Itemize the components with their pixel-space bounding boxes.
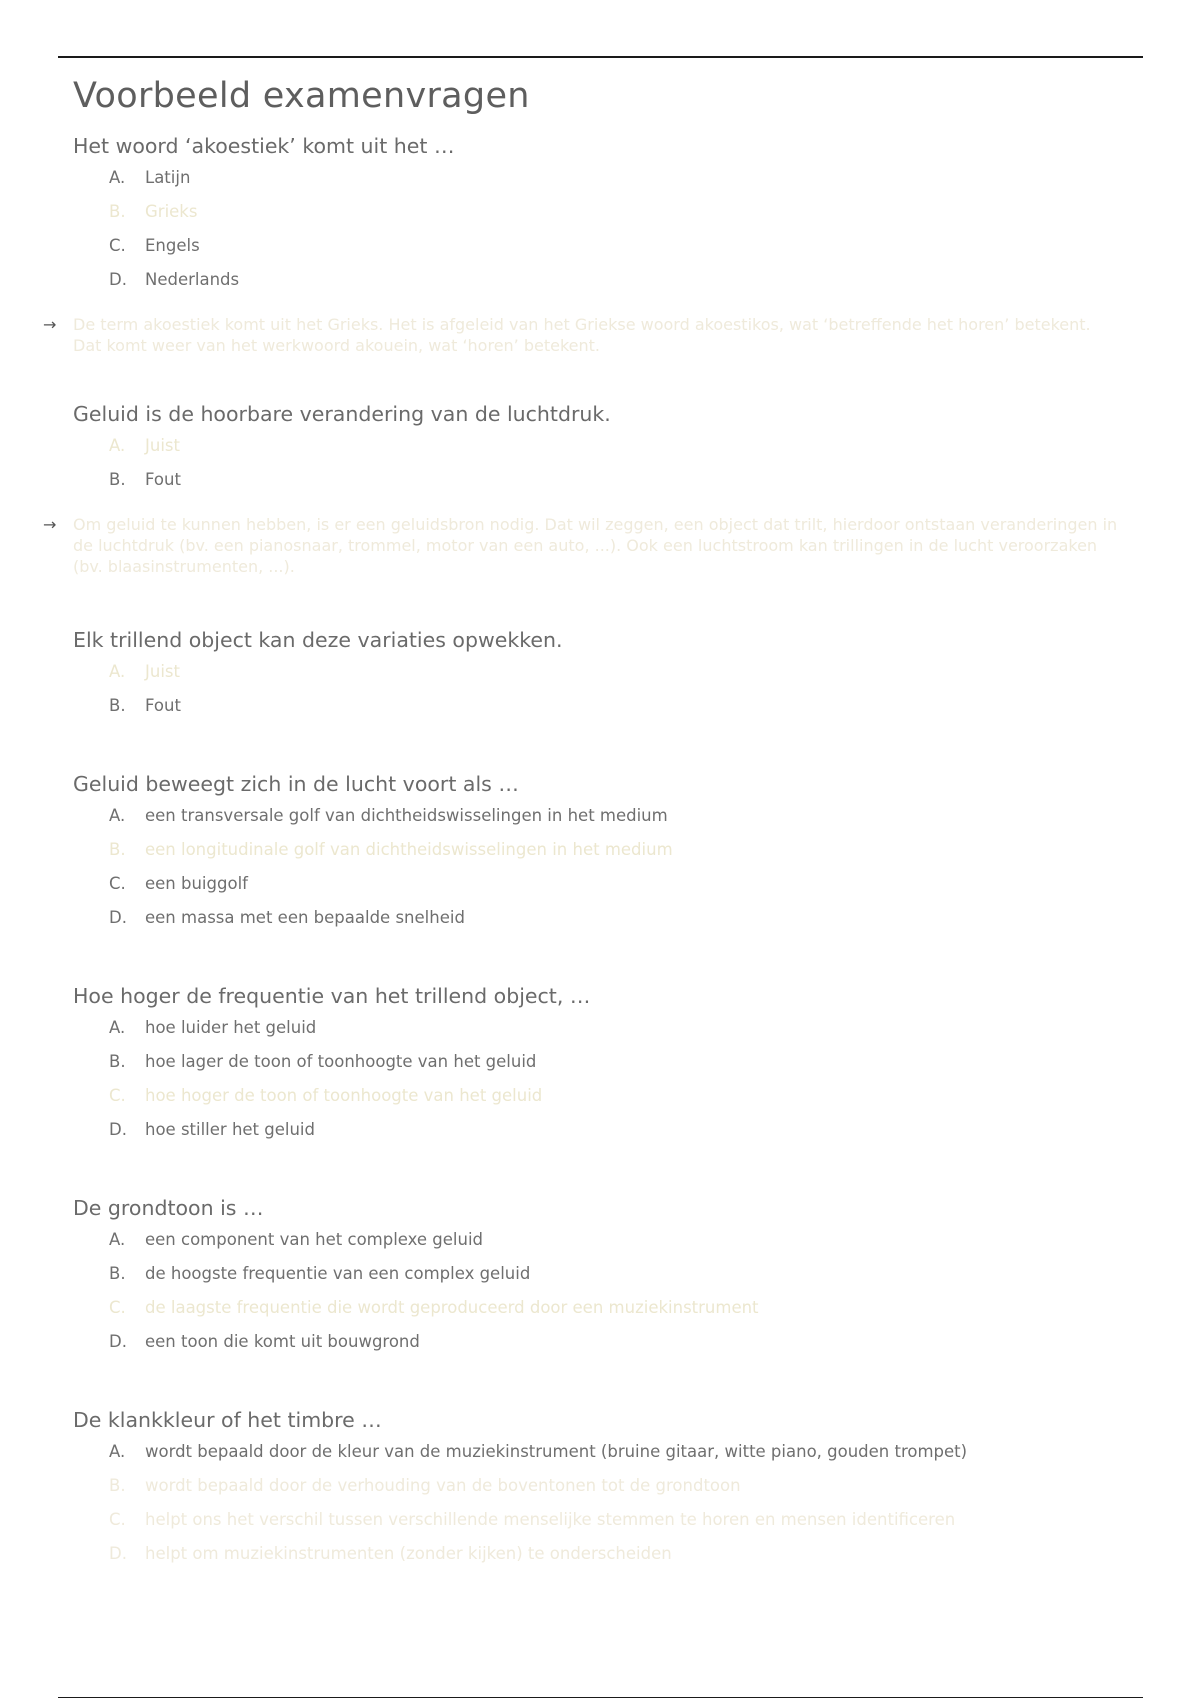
option-text: Grieks bbox=[145, 202, 198, 221]
question-3 bbox=[73, 626, 1133, 770]
options-list bbox=[109, 1018, 1133, 1154]
option-text: Fout bbox=[145, 470, 181, 489]
option-text: de hoogste frequentie van een complex geluid bbox=[145, 1264, 531, 1283]
option-b[interactable] bbox=[109, 1052, 1133, 1086]
question-text: De klankkleur of het timbre … bbox=[73, 1408, 382, 1432]
option-c[interactable] bbox=[109, 236, 1133, 270]
option-text: Juist bbox=[145, 436, 180, 455]
option-text: Latijn bbox=[145, 168, 191, 187]
option-d[interactable] bbox=[109, 908, 1133, 942]
question-text: De grondtoon is … bbox=[73, 1196, 264, 1220]
option-text: hoe stiller het geluid bbox=[145, 1120, 315, 1139]
option-text: hoe hoger de toon of toonhoogte van het geluid bbox=[145, 1086, 543, 1105]
option-text: wordt bepaald door de kleur van de muziekinstrument (bruine gitaar, witte piano, gouden trompet) bbox=[145, 1442, 968, 1461]
option-letter: B. bbox=[109, 470, 126, 489]
explanation-text: De term akoestiek komt uit het Grieks. Het is afgeleid van het Griekse woord akoestikos, wat ‘betreffende het horen’ betekent. Dat komt weer van het werkwoord akouein, wat ‘horen’ betekent. bbox=[73, 315, 1091, 355]
option-text: wordt bepaald door de verhouding van de boventonen tot de grondtoon bbox=[145, 1476, 741, 1495]
page-title: Voorbeeld examenvragen bbox=[73, 76, 530, 116]
option-letter: A. bbox=[109, 436, 126, 455]
options-list bbox=[109, 168, 1133, 304]
option-text: de laagste frequentie die wordt geproduceerd door een muziekinstrument bbox=[145, 1298, 759, 1317]
option-letter: A. bbox=[109, 1442, 126, 1461]
explanation-1 bbox=[43, 314, 1133, 400]
arrow-right-icon: → bbox=[43, 315, 57, 334]
option-d[interactable] bbox=[109, 1332, 1133, 1366]
option-d[interactable] bbox=[109, 1544, 1133, 1578]
option-b[interactable] bbox=[109, 1264, 1133, 1298]
option-letter: C. bbox=[109, 1298, 126, 1317]
option-text: Fout bbox=[145, 696, 181, 715]
option-letter: A. bbox=[109, 1230, 126, 1249]
option-letter: D. bbox=[109, 1544, 127, 1563]
option-text: helpt om muziekinstrumenten (zonder kijken) te onderscheiden bbox=[145, 1544, 672, 1563]
option-a[interactable] bbox=[109, 1442, 1133, 1476]
option-a[interactable] bbox=[109, 662, 1133, 696]
option-text: Juist bbox=[145, 662, 180, 681]
option-letter: A. bbox=[109, 1018, 126, 1037]
options-list bbox=[109, 1230, 1133, 1366]
explanation-text: Om geluid te kunnen hebben, is er een geluidsbron nodig. Dat wil zeggen, een object dat trilt, hierdoor ontstaan veranderingen in de luchtdruk (bv. een pianosnaar, trommel, motor van een auto, ...). Ook een luchtstroom kan trillingen in de lucht veroorzaken (bv. blaasinstrumenten, ...). bbox=[73, 515, 1118, 576]
option-d[interactable] bbox=[109, 270, 1133, 304]
option-c[interactable] bbox=[109, 1086, 1133, 1120]
option-a[interactable] bbox=[109, 806, 1133, 840]
option-d[interactable] bbox=[109, 1120, 1133, 1154]
option-letter: D. bbox=[109, 908, 127, 927]
option-letter: B. bbox=[109, 1052, 126, 1071]
options-list bbox=[109, 662, 1133, 730]
option-text: een toon die komt uit bouwgrond bbox=[145, 1332, 420, 1351]
arrow-right-icon: → bbox=[43, 515, 57, 534]
option-text: een longitudinale golf van dichtheidswisselingen in het medium bbox=[145, 840, 673, 859]
option-text: een massa met een bepaalde snelheid bbox=[145, 908, 465, 927]
option-text: een transversale golf van dichtheidswisselingen in het medium bbox=[145, 806, 668, 825]
question-text: Het woord ‘akoestiek’ komt uit het … bbox=[73, 134, 455, 158]
explanation-2 bbox=[43, 514, 1133, 626]
option-letter: D. bbox=[109, 1120, 127, 1139]
option-text: helpt ons het verschil tussen verschillende menselijke stemmen te horen en mensen identificeren bbox=[145, 1510, 956, 1529]
question-6 bbox=[73, 1194, 1133, 1406]
option-letter: A. bbox=[109, 662, 126, 681]
option-letter: D. bbox=[109, 1332, 127, 1351]
option-letter: B. bbox=[109, 1264, 126, 1283]
option-a[interactable] bbox=[109, 436, 1133, 470]
question-text: Geluid beweegt zich in de lucht voort als … bbox=[73, 772, 519, 796]
options-list bbox=[109, 1442, 1133, 1578]
option-b[interactable] bbox=[109, 840, 1133, 874]
exam-page bbox=[43, 74, 1133, 1578]
option-text: Engels bbox=[145, 236, 200, 255]
option-letter: B. bbox=[109, 202, 126, 221]
option-b[interactable] bbox=[109, 696, 1133, 730]
question-text: Hoe hoger de frequentie van het trillend object, … bbox=[73, 984, 591, 1008]
question-text: Elk trillend object kan deze variaties opwekken. bbox=[73, 628, 563, 652]
option-letter: D. bbox=[109, 270, 127, 289]
option-text: hoe luider het geluid bbox=[145, 1018, 317, 1037]
question-1 bbox=[73, 132, 1133, 310]
option-letter: B. bbox=[109, 696, 126, 715]
option-b[interactable] bbox=[109, 1476, 1133, 1510]
top-rule bbox=[58, 56, 1143, 58]
option-letter: A. bbox=[109, 168, 126, 187]
option-text: hoe lager de toon of toonhoogte van het geluid bbox=[145, 1052, 537, 1071]
option-text: Nederlands bbox=[145, 270, 240, 289]
options-list bbox=[109, 436, 1133, 504]
option-letter: C. bbox=[109, 1510, 126, 1529]
question-4 bbox=[73, 770, 1133, 982]
question-7 bbox=[73, 1406, 1133, 1578]
option-letter: B. bbox=[109, 840, 126, 859]
options-list bbox=[109, 806, 1133, 942]
option-b[interactable] bbox=[109, 470, 1133, 504]
option-c[interactable] bbox=[109, 1510, 1133, 1544]
option-c[interactable] bbox=[109, 874, 1133, 908]
option-c[interactable] bbox=[109, 1298, 1133, 1332]
option-a[interactable] bbox=[109, 168, 1133, 202]
option-letter: C. bbox=[109, 1086, 126, 1105]
option-letter: C. bbox=[109, 874, 126, 893]
option-b[interactable] bbox=[109, 202, 1133, 236]
question-2 bbox=[73, 400, 1133, 510]
option-text: een buiggolf bbox=[145, 874, 248, 893]
option-letter: B. bbox=[109, 1476, 126, 1495]
option-a[interactable] bbox=[109, 1230, 1133, 1264]
option-letter: A. bbox=[109, 806, 126, 825]
option-text: een component van het complexe geluid bbox=[145, 1230, 484, 1249]
question-text: Geluid is de hoorbare verandering van de luchtdruk. bbox=[73, 402, 611, 426]
question-5 bbox=[73, 982, 1133, 1194]
option-a[interactable] bbox=[109, 1018, 1133, 1052]
bottom-rule bbox=[58, 1697, 1143, 1698]
option-letter: C. bbox=[109, 236, 126, 255]
